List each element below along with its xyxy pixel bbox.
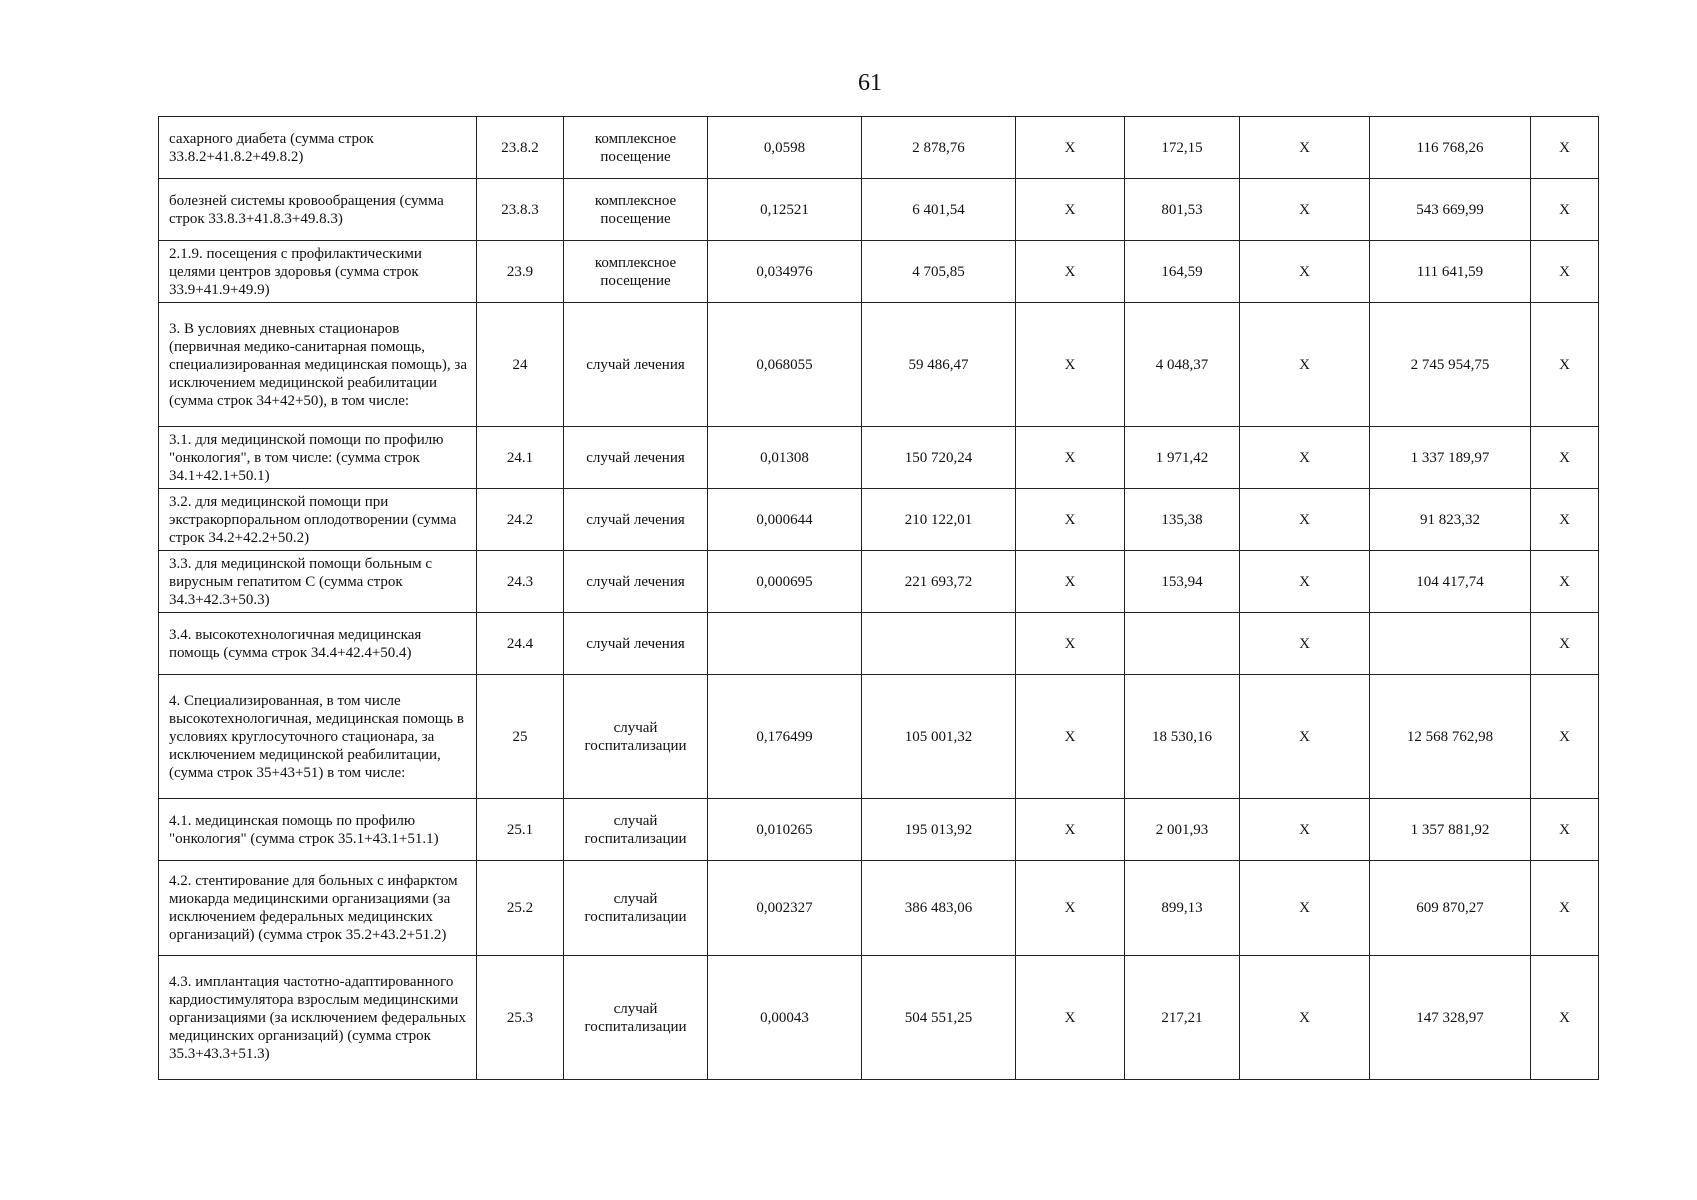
norm-cost-cell: 221 693,72 — [862, 551, 1016, 613]
norm-volume-cell: 0,068055 — [708, 303, 862, 427]
norm-volume-cell: 0,000644 — [708, 489, 862, 551]
norm-cost-cell: 195 013,92 — [862, 799, 1016, 861]
norm-volume-cell: 0,034976 — [708, 241, 862, 303]
row-description: сахарного диабета (сумма строк 33.8.2+41.8.2+49.8.2) — [159, 117, 477, 179]
unit-cell: случай госпитализации — [564, 799, 708, 861]
table-row — [159, 613, 1599, 675]
row-description: 3.4. высокотехнологичная медицинская помощь (сумма строк 34.4+42.4+50.4) — [159, 613, 477, 675]
norm-cost-cell: 150 720,24 — [862, 427, 1016, 489]
row-number: 23.8.3 — [477, 179, 564, 241]
table-row — [159, 861, 1599, 956]
total-cell: 609 870,27 — [1370, 861, 1531, 956]
row-number: 24 — [477, 303, 564, 427]
total-cell: 1 357 881,92 — [1370, 799, 1531, 861]
row-number: 25.2 — [477, 861, 564, 956]
unit-cell: случай лечения — [564, 613, 708, 675]
row-number: 25.1 — [477, 799, 564, 861]
norm-volume-cell: 0,00043 — [708, 956, 862, 1080]
table-row — [159, 427, 1599, 489]
row-number: 24.1 — [477, 427, 564, 489]
unit-cell: случай лечения — [564, 303, 708, 427]
unit-cell: случай лечения — [564, 551, 708, 613]
x-cell: X — [1016, 551, 1125, 613]
total-cell: 111 641,59 — [1370, 241, 1531, 303]
unit-cell: случай лечения — [564, 427, 708, 489]
table-row — [159, 117, 1599, 179]
per-capita-cell: 899,13 — [1125, 861, 1240, 956]
table-row — [159, 241, 1599, 303]
norm-cost-cell — [862, 613, 1016, 675]
x-cell: X — [1531, 489, 1599, 551]
row-description: 4.2. стентирование для больных с инфарктом миокарда медицинскими организациями (за исключением федеральных медицинских организаций) (сумма строк 35.2+43.2+51.2) — [159, 861, 477, 956]
unit-cell: случай госпитализации — [564, 675, 708, 799]
per-capita-cell: 801,53 — [1125, 179, 1240, 241]
row-number: 24.3 — [477, 551, 564, 613]
row-description: 4. Специализированная, в том числе высокотехнологичная, медицинская помощь в условиях круглосуточного стационара, за исключением медицинской реабилитации, (сумма строк 35+43+51) в том числе: — [159, 675, 477, 799]
row-description: 2.1.9. посещения с профилактическими целями центров здоровья (сумма строк 33.9+41.9+49.9) — [159, 241, 477, 303]
norm-cost-cell: 504 551,25 — [862, 956, 1016, 1080]
x-cell: X — [1240, 675, 1370, 799]
per-capita-cell: 217,21 — [1125, 956, 1240, 1080]
x-cell: X — [1531, 427, 1599, 489]
norm-cost-cell: 105 001,32 — [862, 675, 1016, 799]
total-cell: 2 745 954,75 — [1370, 303, 1531, 427]
x-cell: X — [1531, 303, 1599, 427]
x-cell: X — [1531, 241, 1599, 303]
unit-cell: комплексное посещение — [564, 179, 708, 241]
x-cell: X — [1240, 117, 1370, 179]
per-capita-cell: 18 530,16 — [1125, 675, 1240, 799]
norm-volume-cell — [708, 613, 862, 675]
x-cell: X — [1016, 489, 1125, 551]
x-cell: X — [1240, 303, 1370, 427]
table-row — [159, 956, 1599, 1080]
x-cell: X — [1016, 956, 1125, 1080]
unit-cell: комплексное посещение — [564, 117, 708, 179]
row-number: 24.4 — [477, 613, 564, 675]
x-cell: X — [1016, 303, 1125, 427]
norm-volume-cell: 0,01308 — [708, 427, 862, 489]
row-description: 3.3. для медицинской помощи больным с вирусным гепатитом С (сумма строк 34.3+42.3+50.3) — [159, 551, 477, 613]
norm-volume-cell: 0,010265 — [708, 799, 862, 861]
table-row — [159, 675, 1599, 799]
total-cell: 91 823,32 — [1370, 489, 1531, 551]
norm-volume-cell: 0,0598 — [708, 117, 862, 179]
x-cell: X — [1531, 613, 1599, 675]
row-number: 23.9 — [477, 241, 564, 303]
norm-cost-cell: 6 401,54 — [862, 179, 1016, 241]
row-number: 25 — [477, 675, 564, 799]
x-cell: X — [1240, 799, 1370, 861]
x-cell: X — [1016, 427, 1125, 489]
x-cell: X — [1240, 179, 1370, 241]
unit-cell: комплексное посещение — [564, 241, 708, 303]
page-number: 61 — [858, 70, 882, 96]
row-number: 23.8.2 — [477, 117, 564, 179]
per-capita-cell: 153,94 — [1125, 551, 1240, 613]
x-cell: X — [1531, 799, 1599, 861]
total-cell: 543 669,99 — [1370, 179, 1531, 241]
x-cell: X — [1016, 241, 1125, 303]
total-cell: 1 337 189,97 — [1370, 427, 1531, 489]
table-row — [159, 179, 1599, 241]
x-cell: X — [1531, 179, 1599, 241]
total-cell: 12 568 762,98 — [1370, 675, 1531, 799]
data-table — [158, 116, 1599, 1080]
per-capita-cell: 1 971,42 — [1125, 427, 1240, 489]
x-cell: X — [1240, 241, 1370, 303]
x-cell: X — [1531, 956, 1599, 1080]
table-row — [159, 303, 1599, 427]
x-cell: X — [1016, 179, 1125, 241]
norm-volume-cell: 0,176499 — [708, 675, 862, 799]
x-cell: X — [1531, 551, 1599, 613]
total-cell — [1370, 613, 1531, 675]
per-capita-cell — [1125, 613, 1240, 675]
x-cell: X — [1531, 675, 1599, 799]
per-capita-cell: 172,15 — [1125, 117, 1240, 179]
norm-cost-cell: 59 486,47 — [862, 303, 1016, 427]
total-cell: 147 328,97 — [1370, 956, 1531, 1080]
row-description: 3. В условиях дневных стационаров (первичная медико-санитарная помощь, специализированная медицинская помощь), за исключением медицинской реабилитации (сумма строк 34+42+50), в том числе: — [159, 303, 477, 427]
per-capita-cell: 164,59 — [1125, 241, 1240, 303]
norm-volume-cell: 0,12521 — [708, 179, 862, 241]
norm-cost-cell: 386 483,06 — [862, 861, 1016, 956]
x-cell: X — [1240, 861, 1370, 956]
norm-cost-cell: 4 705,85 — [862, 241, 1016, 303]
x-cell: X — [1016, 613, 1125, 675]
x-cell: X — [1016, 117, 1125, 179]
row-number: 25.3 — [477, 956, 564, 1080]
x-cell: X — [1240, 551, 1370, 613]
x-cell: X — [1531, 861, 1599, 956]
x-cell: X — [1240, 489, 1370, 551]
x-cell: X — [1240, 427, 1370, 489]
norm-volume-cell: 0,002327 — [708, 861, 862, 956]
x-cell: X — [1016, 675, 1125, 799]
table-row — [159, 551, 1599, 613]
row-description: 3.2. для медицинской помощи при экстракорпоральном оплодотворении (сумма строк 34.2+42.2+50.2) — [159, 489, 477, 551]
unit-cell: случай госпитализации — [564, 861, 708, 956]
row-number: 24.2 — [477, 489, 564, 551]
row-description: 4.1. медицинская помощь по профилю "онкология" (сумма строк 35.1+43.1+51.1) — [159, 799, 477, 861]
norm-cost-cell: 210 122,01 — [862, 489, 1016, 551]
table-row — [159, 489, 1599, 551]
x-cell: X — [1531, 117, 1599, 179]
per-capita-cell: 4 048,37 — [1125, 303, 1240, 427]
row-description: 3.1. для медицинской помощи по профилю "онкология", в том числе: (сумма строк 34.1+42.1+50.1) — [159, 427, 477, 489]
table-row — [159, 799, 1599, 861]
x-cell: X — [1016, 799, 1125, 861]
norm-volume-cell: 0,000695 — [708, 551, 862, 613]
x-cell: X — [1240, 613, 1370, 675]
total-cell: 116 768,26 — [1370, 117, 1531, 179]
unit-cell: случай лечения — [564, 489, 708, 551]
row-description: 4.3. имплантация частотно-адаптированного кардиостимулятора взрослым медицинскими организациями (за исключением федеральных медицинских организаций) (сумма строк 35.3+43.3+51.3) — [159, 956, 477, 1080]
unit-cell: случай госпитализации — [564, 956, 708, 1080]
x-cell: X — [1016, 861, 1125, 956]
row-description: болезней системы кровообращения (сумма строк 33.8.3+41.8.3+49.8.3) — [159, 179, 477, 241]
norm-cost-cell: 2 878,76 — [862, 117, 1016, 179]
per-capita-cell: 135,38 — [1125, 489, 1240, 551]
total-cell: 104 417,74 — [1370, 551, 1531, 613]
per-capita-cell: 2 001,93 — [1125, 799, 1240, 861]
x-cell: X — [1240, 956, 1370, 1080]
